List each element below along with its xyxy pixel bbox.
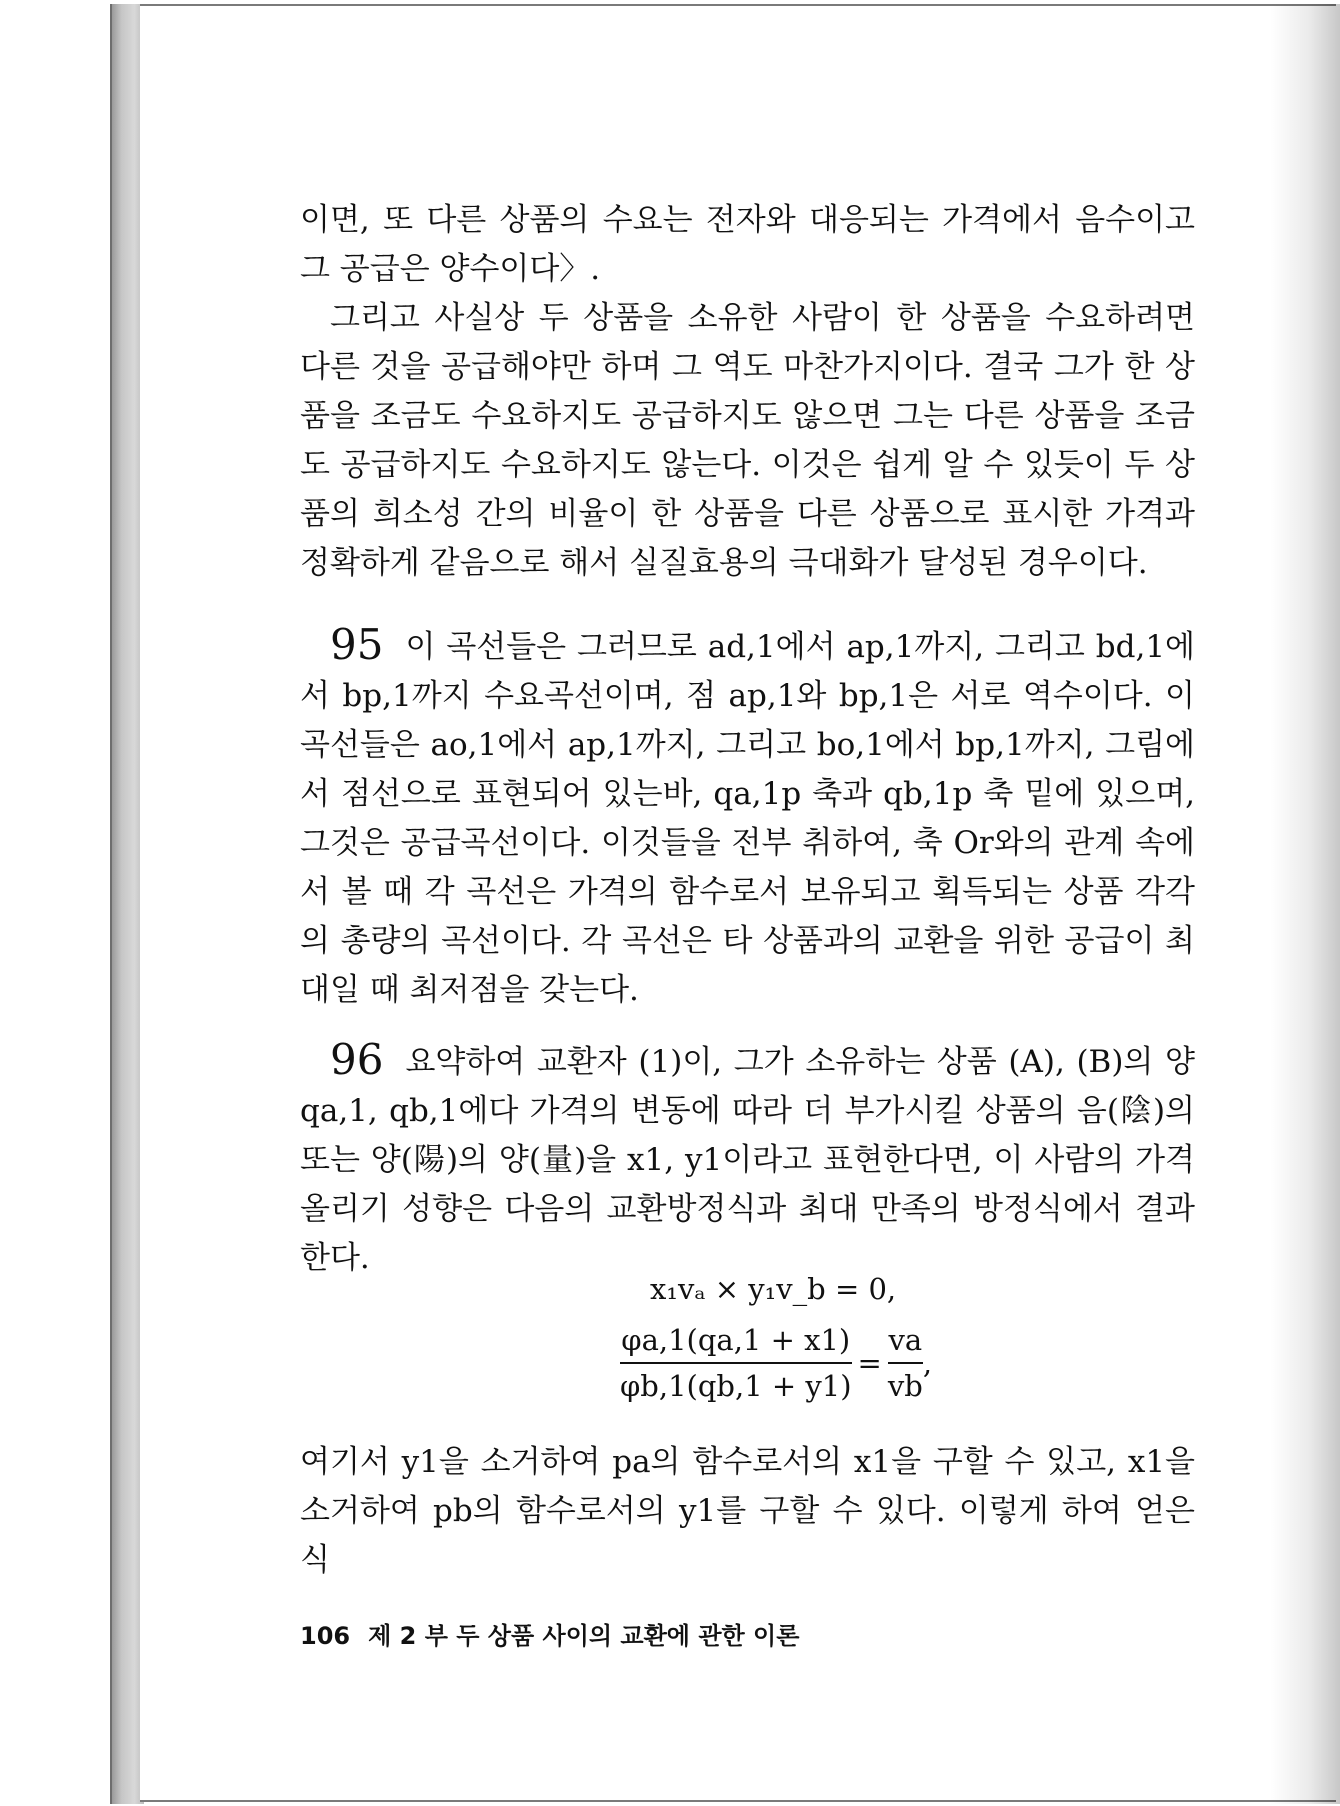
- paragraph-text: 이면, 또 다른 상품의 수요는 전자와 대응되는 가격에서 음수이고 그 공급은 양수이다〉.: [300, 202, 1195, 287]
- paragraph-closing: [300, 1438, 1195, 1585]
- satisfaction-equation: [620, 1320, 933, 1406]
- paragraph-96: [300, 1035, 1195, 1283]
- equation-block: [620, 1272, 933, 1406]
- paragraph-continuation: [300, 196, 1195, 588]
- paragraph-text: 이 곡선들은 그러므로 ad,1에서 ap,1까지, 그리고 bd,1에서 bp,1까지 수요곡선이며, 점 ap,1와 bp,1은 서로 역수이다. 이 곡선들은 ao,1에서 ap,1까지, 그리고 bo,1에서 bp,1까지, 그림에서 점선으로 표현되어 있는바, qa,1p 축과 qb,1p 축 밑에 있으며, 그것은 공급곡선이다. 이것들을 전부 취하여, 축 Or와의 관계 속에서 볼 때 각 곡선은 가격의 함수로서 보유되고 획득되는 상품 각각의 총량의 곡선이다. 각 곡선은 타 상품과의 교환을 위한 공급이 최대일 때 최저점을 갖는다.: [300, 629, 1195, 1008]
- equals-sign: =: [857, 1346, 882, 1380]
- ratio-numerator: va: [888, 1323, 923, 1357]
- paragraph-95: [300, 620, 1195, 1015]
- page-shadow: [1270, 4, 1340, 1804]
- exchange-equation: x₁vₐ × y₁v_b = 0,: [650, 1272, 897, 1306]
- book-spine: [110, 4, 144, 1804]
- fraction-numerator: φa,1(qa,1 + x1): [621, 1323, 851, 1357]
- paragraph-number: 96: [330, 1035, 384, 1084]
- running-footer-title: 제 2 부 두 상품 사이의 교환에 관한 이론: [368, 1622, 800, 1650]
- equation-ratio: [888, 1320, 923, 1406]
- paragraph-text: 그리고 사실상 두 상품을 소유한 사람이 한 상품을 수요하려면 다른 것을 공급해야만 하며 그 역도 마찬가지이다. 결국 그가 한 상품을 조금도 수요하지도 공급하지도 않으면 그는 다른 상품을 조금도 공급하지도 수요하지도 않는다. 이것은 쉽게 알 수 있듯이 두 상품의 희소성 간의 비율이 한 상품을 다른 상품으로 표시한 가격과 정확하게 같음으로 해서 실질효용의 극대화가 달성된 경우이다.: [300, 300, 1195, 581]
- page-number: 106: [300, 1622, 351, 1650]
- fraction-denominator: φb,1(qb,1 + y1): [620, 1369, 852, 1403]
- paragraph-text: 여기서 y1을 소거하여 pa의 함수로서의 x1을 구할 수 있고, x1을 소거하여 pb의 함수로서의 y1를 구할 수 있다. 이렇게 하여 얻은 식: [300, 1444, 1195, 1578]
- equation-fraction: [620, 1320, 852, 1406]
- page-footer: [300, 1616, 799, 1651]
- paragraph-number: 95: [330, 620, 384, 669]
- paragraph-text: 요약하여 교환자 (1)이, 그가 소유하는 상품 (A), (B)의 양 qa,1, qb,1에다 가격의 변동에 따라 더 부가시킬 상품의 음(陰)의 또는 양(陽)의 양(量)을 x1, y1이라고 표현한다면, 이 사람의 가격 올리기 성향은 다음의 교환방정식과 최대 만족의 방정식에서 결과한다.: [300, 1044, 1195, 1276]
- ratio-denominator: vb: [887, 1369, 923, 1403]
- equation-comma: ,: [922, 1346, 933, 1380]
